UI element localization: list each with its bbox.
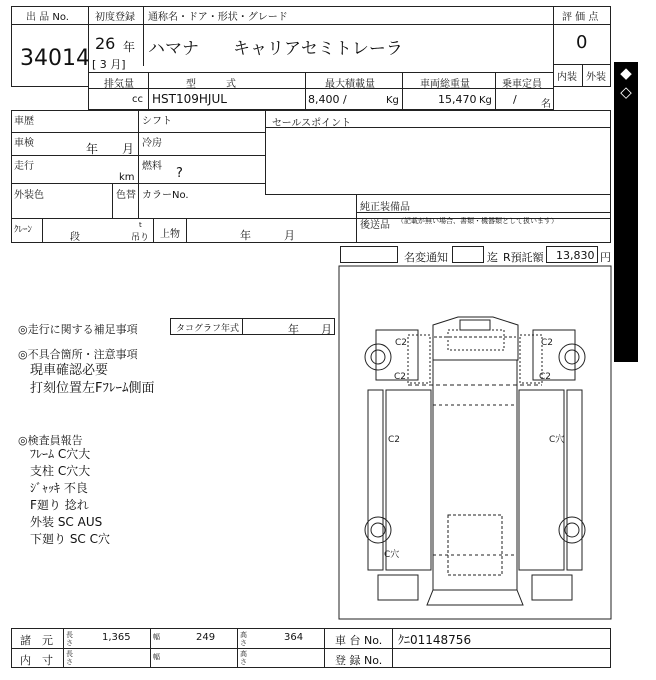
lot-number: 34014 [20,46,90,71]
defect-line: 打刻位置左Fﾌﾚｰﾑ側面 [30,381,155,396]
location-notice-banner [614,62,654,362]
dimensions-label: 諸 元 [20,634,53,647]
color-change-label: 色替 [116,190,136,201]
r-deposit: 13,830 [556,249,595,262]
defects-title: ◎不具合箇所・注意事項 [18,348,138,361]
length-value: 1,365 [102,632,131,643]
chassis-number-label: 車 台 No. [335,634,383,647]
interior-score-label: 内装 [557,72,577,83]
max-load: 8,400 / [308,93,347,106]
genuine-equipment-label: 純正装備品 [360,202,410,213]
damage-mark: C2 [388,435,401,445]
model-label: 型 式 [186,79,236,90]
gross-weight-unit: Kg [479,95,492,106]
capacity: / [513,93,517,106]
inspector-line: ｼﾞｬｯｷ 不良 [30,481,88,495]
height-label: 高さ [240,631,247,647]
crane-stage-unit: 段 [70,232,80,243]
first-registration-label: 初度登録 [95,12,135,23]
location-notice-text: ◇◆ 現車は第七駐車場にあります ◆◇ [617,64,654,342]
fuel-label: 燃料 [142,161,162,172]
sales-point-label: セールスポイント [272,118,352,129]
length-label: 長さ [66,631,73,647]
width-label: 幅 [153,633,160,641]
delivery-note: （記載が無い場合、書類・機器類として扱います） [397,217,558,225]
score: 0 [576,32,588,53]
max-load-label: 最大積載量 [325,79,375,90]
height-value: 364 [284,632,304,643]
registration-month: [ 3 月] [92,58,126,71]
chassis-number: ｸﾆ01148756 [398,633,472,647]
tachograph-value: 年 月 [288,323,332,336]
max-load-unit: Kg [386,95,399,106]
inspector-line: 外装 SC AUS [30,515,103,529]
inspector-line: 下廻り SC C穴 [30,532,111,546]
capacity-label: 乗車定員 [502,79,542,90]
displacement-label: 排気量 [104,79,134,90]
inspector-title: ◎検査員報告 [18,434,83,447]
history-label: 車歴 [14,116,34,127]
tachograph-label: タコグラフ年式 [176,324,240,334]
lot-number-label: 出 品 No. [26,12,69,23]
inspection-label: 車検 [14,138,34,149]
damage-mark: C2 [539,372,552,382]
model-code: HST109HJUL [152,92,227,106]
defects-list [30,362,154,398]
exterior-score-label: 外装 [586,72,606,83]
gross-weight-label: 車両総重量 [420,79,470,90]
crane-hoist-label: 吊り [131,233,150,243]
damage-mark: C2 [394,372,407,382]
body-date: 年 月 [240,229,295,242]
capacity-unit: 名 [541,99,551,110]
ac-label: 冷房 [142,138,162,149]
displacement-unit: cc [132,94,143,105]
vehicle-damage-diagram [338,265,612,620]
shift-label: シフト [142,116,172,127]
vehicle-name: ハマナ キャリアセミトレーラ [148,39,403,59]
interior-dimensions-label: 内 寸 [20,654,53,667]
inspection-value: 年 月 [86,142,135,156]
delivery-items-label: 後送品 [360,220,390,231]
width-value: 249 [196,632,216,643]
inspector-line: 支柱 C穴大 [30,464,91,478]
damage-mark: C2 [395,338,408,348]
defect-line: 現車確認必要 [30,363,109,378]
mileage-label: 走行 [14,161,34,172]
inspector-line: F廻り 捻れ [30,498,89,512]
crane-label: ｸﾚｰﾝ [14,225,33,235]
damage-mark: C穴 [549,435,565,445]
name-change-notice-label: 名変通知 [404,251,448,264]
driving-notes-title: ◎走行に関する補足事項 [18,323,138,336]
interior-width-label: 幅 [153,653,160,661]
inspector-line: ﾌﾚｰﾑ C穴大 [30,447,91,461]
mileage-unit: km [119,172,135,183]
body-label: 上物 [160,229,180,240]
r-deposit-unit: 円 [600,251,611,264]
fuel-value: ? [176,166,183,181]
damage-mark: C穴 [384,550,400,560]
vehicle-name-label: 通称名・ドア・形状・グレード [148,12,288,23]
registration-year: 26 [95,34,116,53]
interior-height-label: 高さ [240,650,247,666]
gross-weight: 15,470 [438,93,477,106]
name-change-notice-box [452,246,484,263]
notice-separator: 迄 [487,251,498,264]
r-deposit-label: R預託額 [503,251,544,264]
interior-length-label: 長さ [66,650,73,666]
exterior-color-label: 外装色 [14,190,44,201]
damage-mark: C2 [541,338,554,348]
registration-number-label: 登 録 No. [335,654,383,667]
notice-blank-box [340,246,398,263]
crane-ton-unit: t [139,221,142,229]
inspector-list [30,446,110,548]
registration-year-unit: 年 [123,40,136,54]
color-number-label: カラーNo. [142,190,189,201]
score-label: 評 価 点 [562,12,599,23]
